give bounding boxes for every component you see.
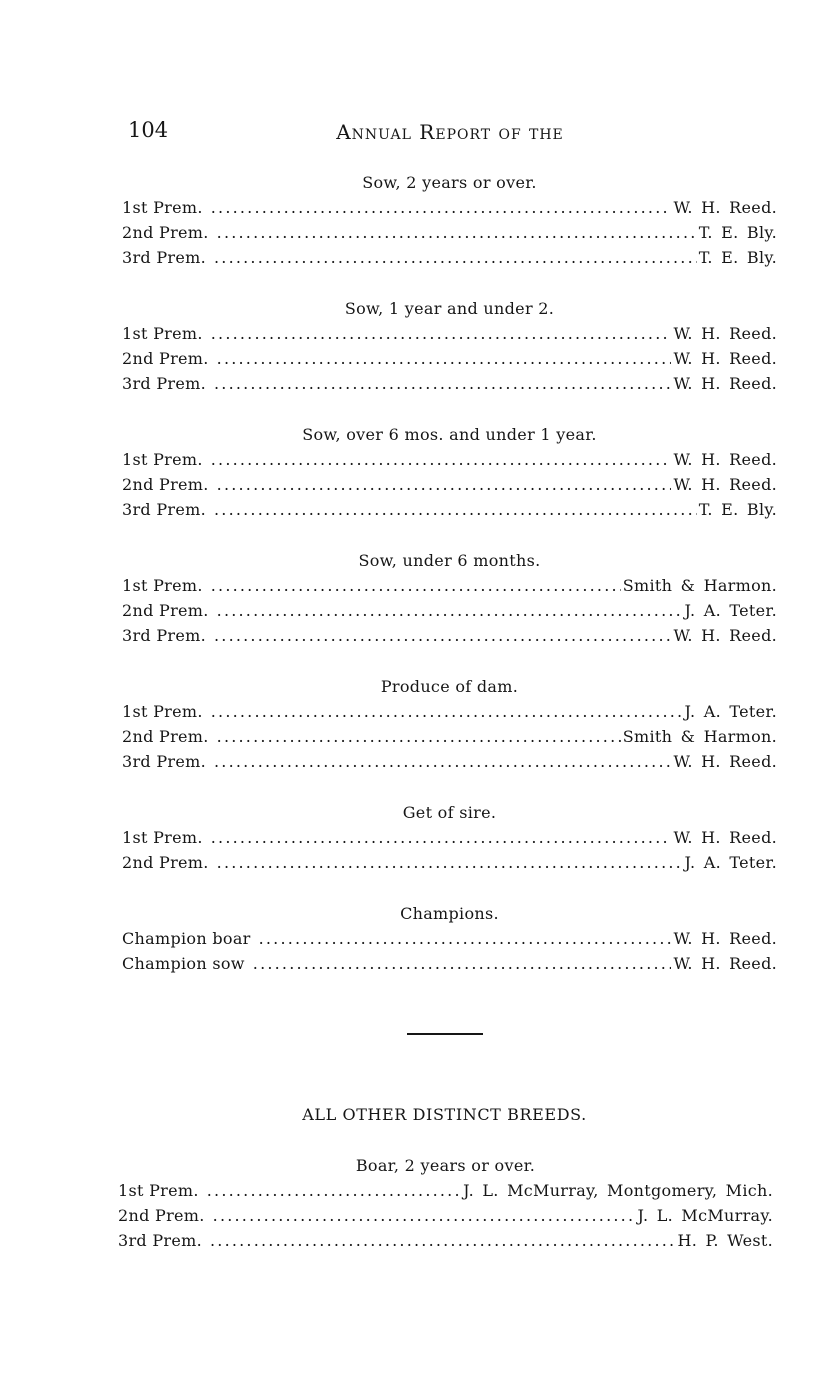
premium-winner: W. H. Reed. xyxy=(673,954,777,973)
premium-label: 2nd Prem. xyxy=(122,349,209,368)
page-number: 104 xyxy=(128,118,169,142)
premium-winner: T. E. Bly. xyxy=(698,500,777,519)
premium-label: 3rd Prem. xyxy=(118,1231,202,1250)
premium-label: 2nd Prem. xyxy=(118,1206,205,1225)
premium-label: Champion sow xyxy=(122,954,245,973)
premium-label: 1st Prem. xyxy=(122,828,203,847)
breed-heading: ALL OTHER DISTINCT BREEDS. xyxy=(302,1105,587,1124)
premium-winner: W. H. Reed. xyxy=(673,475,777,494)
dot-leader xyxy=(211,321,672,346)
premium-entry xyxy=(122,447,777,472)
premium-entry xyxy=(122,472,777,497)
premium-label: 1st Prem. xyxy=(122,450,203,469)
premium-winner: W. H. Reed. xyxy=(673,828,777,847)
dot-leader xyxy=(214,749,671,774)
section-title: Champions. xyxy=(400,904,499,923)
premium-label: 2nd Prem. xyxy=(122,475,209,494)
premium-entry xyxy=(122,749,777,774)
premium-winner: W. H. Reed. xyxy=(673,198,777,217)
premium-winner: J. A. Teter. xyxy=(684,702,777,721)
section-divider xyxy=(407,1033,483,1035)
section-boar-2-years xyxy=(118,1153,773,1253)
premium-label: Champion boar xyxy=(122,929,251,948)
premium-entry xyxy=(122,623,777,648)
dot-leader xyxy=(211,573,621,598)
dot-leader xyxy=(213,1203,636,1228)
premium-entry xyxy=(122,825,777,850)
section-title: Sow, over 6 mos. and under 1 year. xyxy=(302,425,597,444)
premium-entry xyxy=(122,321,777,346)
premium-label: 2nd Prem. xyxy=(122,601,209,620)
section-sow-1-year xyxy=(122,296,777,396)
premium-winner: W. H. Reed. xyxy=(673,324,777,343)
premium-entry xyxy=(122,573,777,598)
premium-label: 3rd Prem. xyxy=(122,374,206,393)
premium-entry xyxy=(122,926,777,951)
premium-label: 2nd Prem. xyxy=(122,853,209,872)
dot-leader xyxy=(217,220,697,245)
premium-winner: T. E. Bly. xyxy=(698,248,777,267)
section-title: Sow, 2 years or over. xyxy=(362,173,537,192)
premium-entry xyxy=(118,1178,773,1203)
running-head: Annual Report of the xyxy=(336,120,564,144)
premium-entry xyxy=(122,220,777,245)
dot-leader xyxy=(214,497,697,522)
premium-winner: W. H. Reed. xyxy=(673,374,777,393)
premium-entry xyxy=(122,497,777,522)
premium-label: 3rd Prem. xyxy=(122,500,206,519)
premium-label: 1st Prem. xyxy=(118,1181,199,1200)
premium-list xyxy=(118,170,777,1253)
premium-entry xyxy=(122,699,777,724)
section-get-of-sire xyxy=(122,800,777,875)
dot-leader xyxy=(214,623,671,648)
premium-winner: Smith & Harmon. xyxy=(622,727,777,746)
premium-label: 1st Prem. xyxy=(122,324,203,343)
premium-label: 1st Prem. xyxy=(122,702,203,721)
premium-label: 3rd Prem. xyxy=(122,752,206,771)
premium-label: 1st Prem. xyxy=(122,576,203,595)
premium-label: 1st Prem. xyxy=(122,198,203,217)
premium-entry xyxy=(122,850,777,875)
dot-leader xyxy=(207,1178,461,1203)
premium-entry xyxy=(122,724,777,749)
premium-winner: W. H. Reed. xyxy=(673,349,777,368)
dot-leader xyxy=(211,447,672,472)
dot-leader xyxy=(217,724,621,749)
premium-winner: J. A. Teter. xyxy=(684,853,777,872)
dot-leader xyxy=(217,346,672,371)
dot-leader xyxy=(214,245,697,270)
premium-entry xyxy=(122,598,777,623)
premium-winner: Smith & Harmon. xyxy=(622,576,777,595)
section-sow-over-6-mos xyxy=(122,422,777,522)
section-title: Sow, 1 year and under 2. xyxy=(344,299,555,318)
premium-winner: J. A. Teter. xyxy=(684,601,777,620)
section-title: Sow, under 6 months. xyxy=(358,551,541,570)
premium-winner: T. E. Bly. xyxy=(698,223,777,242)
dot-leader xyxy=(210,1228,676,1253)
premium-winner: W. H. Reed. xyxy=(673,752,777,771)
section-title: Produce of dam. xyxy=(380,677,519,696)
premium-label: 3rd Prem. xyxy=(122,626,206,645)
section-sow-under-6-months xyxy=(122,548,777,648)
premium-winner: W. H. Reed. xyxy=(673,450,777,469)
dot-leader xyxy=(211,699,683,724)
dot-leader xyxy=(217,850,683,875)
dot-leader xyxy=(259,926,672,951)
section-title: Boar, 2 years or over. xyxy=(355,1156,536,1175)
premium-winner: H. P. West. xyxy=(677,1231,773,1250)
dot-leader xyxy=(217,598,683,623)
premium-entry xyxy=(122,195,777,220)
premium-winner: W. H. Reed. xyxy=(673,626,777,645)
section-sow-2-years xyxy=(122,170,777,270)
premium-winner: J. L. McMurray. xyxy=(637,1206,773,1225)
premium-entry xyxy=(122,346,777,371)
section-title: Get of sire. xyxy=(402,803,497,822)
dot-leader xyxy=(217,472,672,497)
section-produce-of-dam xyxy=(122,674,777,774)
dot-leader xyxy=(214,371,671,396)
premium-entry xyxy=(122,951,777,976)
premium-entry xyxy=(118,1228,773,1253)
premium-winner: W. H. Reed. xyxy=(673,929,777,948)
premium-entry xyxy=(122,245,777,270)
dot-leader xyxy=(253,951,672,976)
premium-label: 2nd Prem. xyxy=(122,223,209,242)
premium-label: 3rd Prem. xyxy=(122,248,206,267)
section-champions xyxy=(122,901,777,976)
premium-entry xyxy=(118,1203,773,1228)
premium-winner: J. L. McMurray, Montgomery, Mich. xyxy=(463,1181,773,1200)
premium-label: 2nd Prem. xyxy=(122,727,209,746)
dot-leader xyxy=(211,195,672,220)
premium-entry xyxy=(122,371,777,396)
dot-leader xyxy=(211,825,672,850)
